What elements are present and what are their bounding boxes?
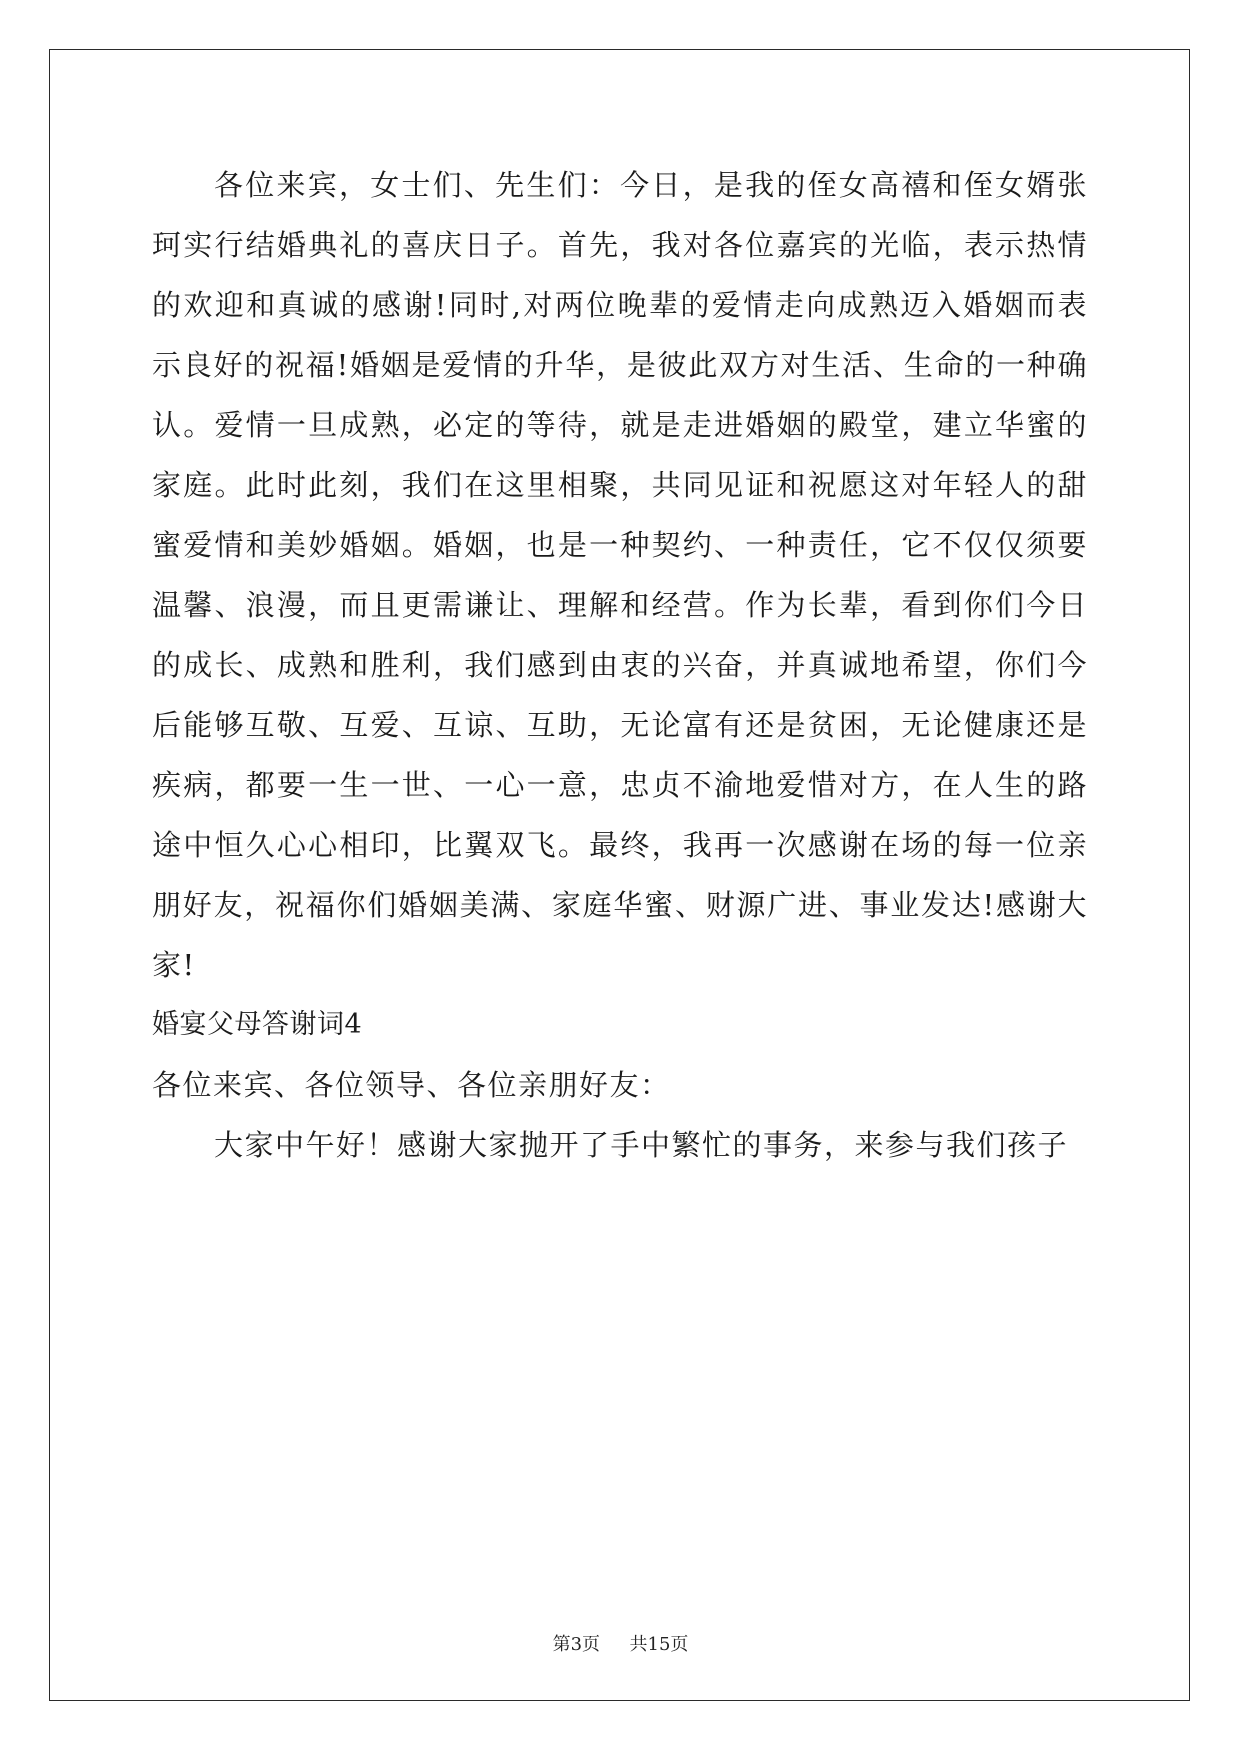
page-number: 第3页 (552, 1634, 601, 1655)
salutation-line: 各位来宾、各位领导、各位亲朋好友： (152, 1068, 671, 1102)
page-footer (0, 1630, 1241, 1656)
page-total: 共15页 (629, 1634, 689, 1655)
paragraph-parents-thanks: 大家中午好！感谢大家抛开了手中繁忙的事务，来参与我们孩子 (214, 1128, 1069, 1162)
section-heading: 婚宴父母答谢词4 (152, 1009, 363, 1040)
document-body (152, 155, 1088, 1175)
paragraph-wedding-speech: 各位来宾，女士们、先生们：今日，是我的侄女高禧和侄女婿张珂实行结婚典礼的喜庆日子。首先，我对各位嘉宾的光临，表示热情的欢迎和真诚的感谢!同时,对两位晚辈的爱情走向成熟迈入婚姻而表示良好的祝福!婚姻是爱情的升华，是彼此双方对生活、生命的一种确认。爱情一旦成熟，必定的等待，就是走进婚姻的殿堂，建立华蜜的家庭。此时此刻，我们在这里相聚，共同见证和祝愿这对年轻人的甜蜜爱情和美妙婚姻。婚姻，也是一种契约、一种责任，它不仅仅须要温馨、浪漫，而且更需谦让、理解和经营。作为长辈，看到你们今日的成长、成熟和胜利，我们感到由衷的兴奋，并真诚地希望，你们今后能够互敬、互爱、互谅、互助，无论富有还是贫困，无论健康还是疾病，都要一生一世、一心一意，忠贞不渝地爱惜对方，在人生的路途中恒久心心相印，比翼双飞。最终，我再一次感谢在场的每一位亲朋好友，祝福你们婚姻美满、家庭华蜜、财源广进、事业发达!感谢大家! (152, 168, 1088, 982)
